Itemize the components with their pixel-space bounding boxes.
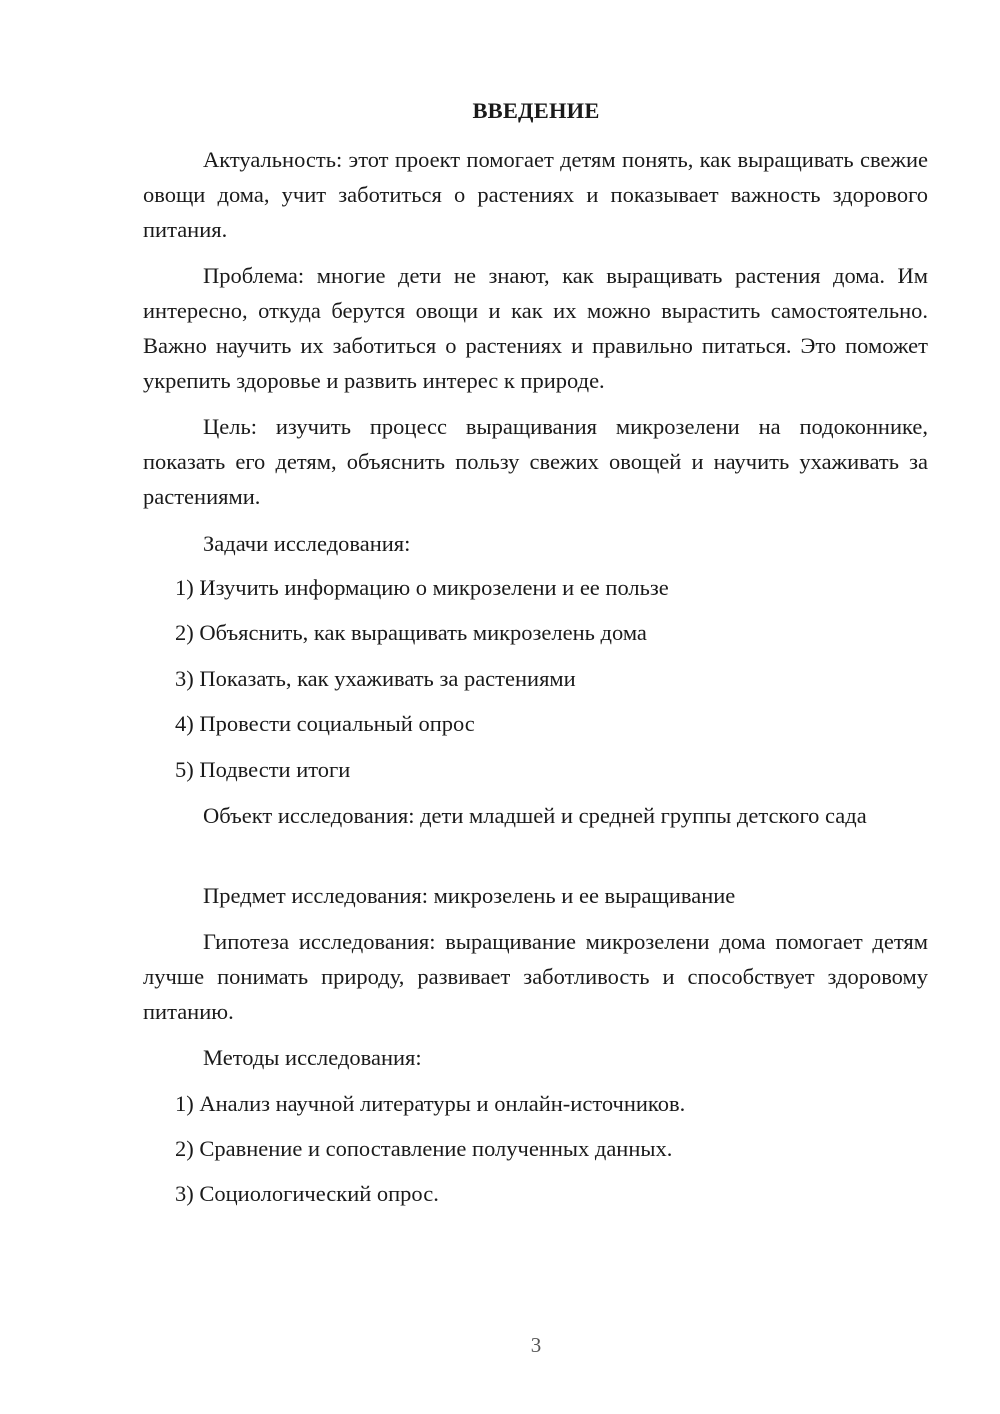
task-item: 2) Объяснить, как выращивать микрозелень дома bbox=[175, 620, 647, 645]
task-item: 5) Подвести итоги bbox=[175, 757, 351, 782]
methods-heading: Методы исследования: bbox=[203, 1045, 422, 1070]
page-number: 3 bbox=[530, 1333, 542, 1357]
hypothesis-paragraph bbox=[143, 924, 928, 1029]
method-item: 3) Социологический опрос. bbox=[175, 1181, 439, 1206]
task-item: 4) Провести социальный опрос bbox=[175, 711, 475, 736]
problem-text: Проблема: многие дети не знают, как выращивать растения дома. Им интересно, откуда берутся овощи и как их можно вырастить самостоятельно. Важно научить их заботиться о растениях и правильно питаться. Это поможет укрепить здоровье и развить интерес к природе. bbox=[143, 263, 928, 393]
goal-text: Цель: изучить процесс выращивания микрозелени на подоконнике, показать его детям, объяснить пользу свежих овощей и научить ухаживать за растениями. bbox=[143, 414, 928, 509]
object-text: Объект исследования: дети младшей и средней группы детского сада bbox=[203, 803, 867, 828]
page-title: ВВЕДЕНИЕ bbox=[472, 98, 600, 123]
subject-paragraph: Предмет исследования: микрозелень и ее выращивание bbox=[203, 883, 736, 908]
problem-paragraph bbox=[143, 258, 928, 398]
task-item: 1) Изучить информацию о микрозелени и ее пользе bbox=[175, 575, 669, 600]
relevance-paragraph bbox=[143, 142, 928, 247]
goal-paragraph bbox=[143, 409, 928, 514]
method-item: 1) Анализ научной литературы и онлайн-источников. bbox=[175, 1091, 686, 1116]
object-paragraph bbox=[143, 798, 928, 833]
method-item: 2) Сравнение и сопоставление полученных данных. bbox=[175, 1136, 673, 1161]
tasks-heading: Задачи исследования: bbox=[203, 531, 411, 556]
hypothesis-text: Гипотеза исследования: выращивание микрозелени дома помогает детям лучше понимать природу, развивает заботливость и способствует здоровому питанию. bbox=[143, 929, 928, 1024]
task-item: 3) Показать, как ухаживать за растениями bbox=[175, 666, 576, 691]
relevance-text: Актуальность: этот проект помогает детям понять, как выращивать свежие овощи дома, учит заботиться о растениях и показывает важность здорового питания. bbox=[143, 147, 928, 242]
